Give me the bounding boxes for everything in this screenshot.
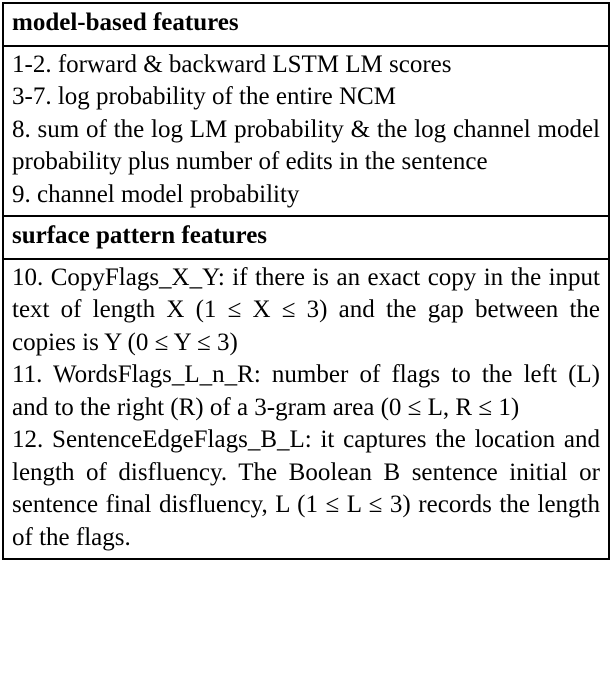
section-header-model-based: model-based features (3, 3, 609, 46)
feature-table-container (2, 2, 610, 560)
feature-item: 8. sum of the log LM probability & the log channel model probability plus number of edits in the sentence (12, 115, 600, 175)
section-header-surface-pattern: surface pattern features (3, 216, 609, 259)
table-section-body-row (3, 46, 609, 217)
feature-item: 9. channel model probability (12, 180, 300, 208)
section-body-model-based (3, 46, 609, 217)
table-section-header-row (3, 3, 609, 46)
feature-table (2, 2, 610, 560)
feature-item: 3-7. log probability of the entire NCM (12, 83, 396, 110)
table-section-header-row (3, 216, 609, 259)
feature-item: 10. CopyFlags_X_Y: if there is an exact copy in the input text of length X (1 ≤ X ≤ 3) and the gap between the copies is Y (0 ≤ Y ≤ 3) (12, 263, 600, 356)
feature-item: 11. WordsFlags_L_n_R: number of flags to the left (L) and to the right (R) of a 3-gram area (0 ≤ L, R ≤ 1) (12, 361, 600, 421)
feature-item: 1-2. forward & backward LSTM LM scores (12, 50, 452, 78)
table-section-body-row (3, 259, 609, 560)
feature-item: 12. SentenceEdgeFlags_B_L: it captures the location and length of disfluency. The Boolean B sentence initial or sentence final disfluency, L (1 ≤ L ≤ 3) records the length of the flags. (12, 426, 600, 551)
section-body-surface-pattern (3, 259, 609, 560)
